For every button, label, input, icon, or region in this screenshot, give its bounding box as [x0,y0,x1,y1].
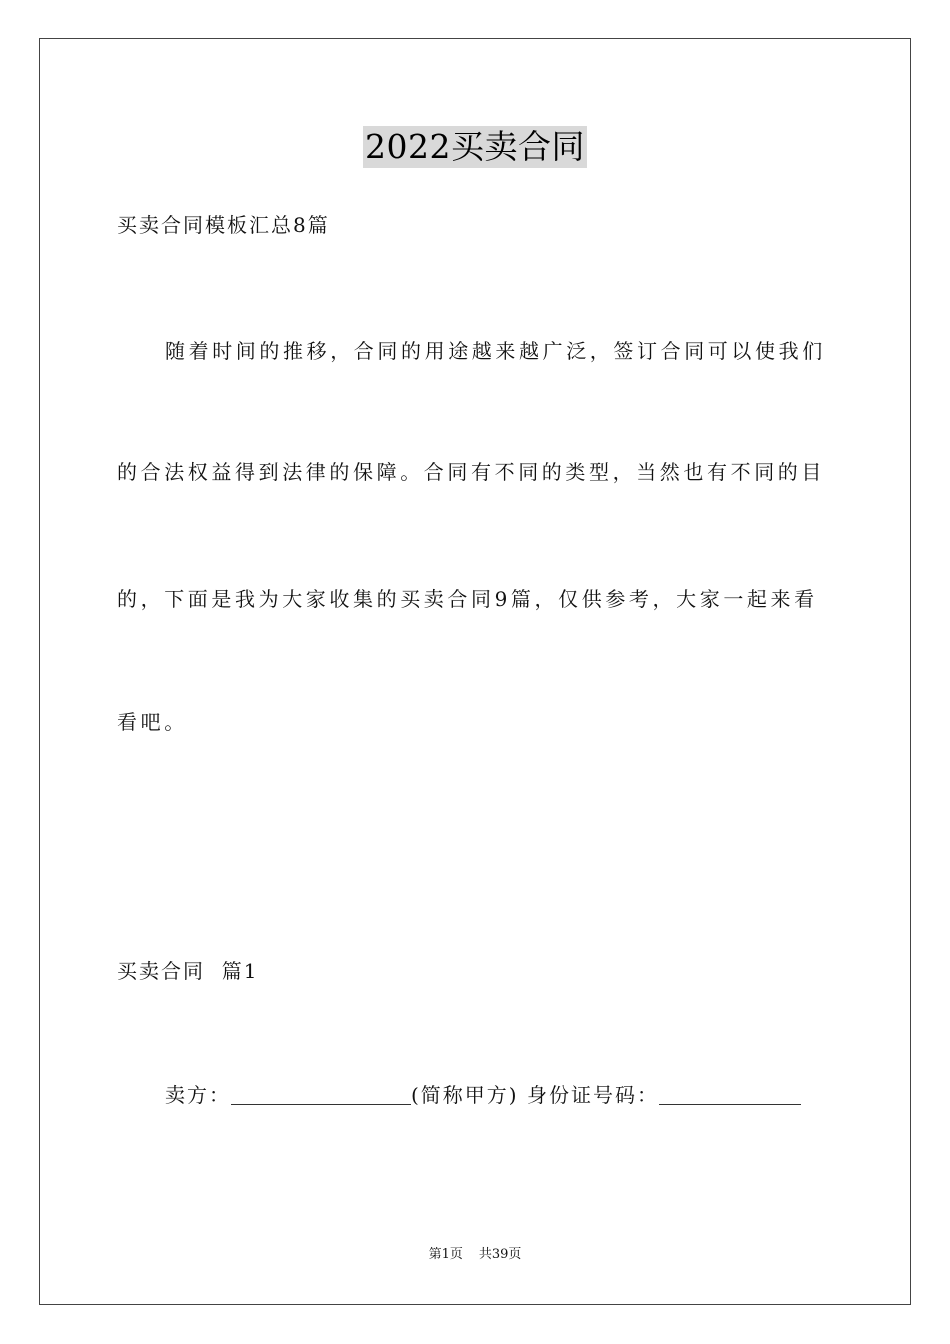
section-heading: 买卖合同 篇1 [117,959,259,983]
page-number: 第1页 [428,1247,463,1262]
page-footer [0,1246,950,1264]
seller-id-blank [659,1084,801,1105]
page-total: 共39页 [478,1247,522,1262]
seller-label: 卖方： [165,1083,231,1107]
seller-id-label: 身份证号码： [526,1083,659,1107]
document-title: 2022买卖合同 [365,127,585,166]
title-container [0,126,950,168]
document-subtitle: 买卖合同模板汇总8篇 [117,213,330,237]
intro-paragraph-line: 随着时间的推移，合同的用途越来越广泛，签订合同可以使我们 [165,339,826,363]
seller-line [165,1081,801,1109]
intro-paragraph-line: 的合法权益得到法律的保障。合同有不同的类型，当然也有不同的目 [117,460,825,484]
seller-abbrev: (简称甲方) [411,1083,519,1107]
intro-paragraph-line: 看吧。 [117,710,188,734]
intro-paragraph-line: 的，下面是我为大家收集的买卖合同9篇，仅供参考，大家一起来看 [117,587,818,611]
seller-name-blank [231,1084,411,1105]
